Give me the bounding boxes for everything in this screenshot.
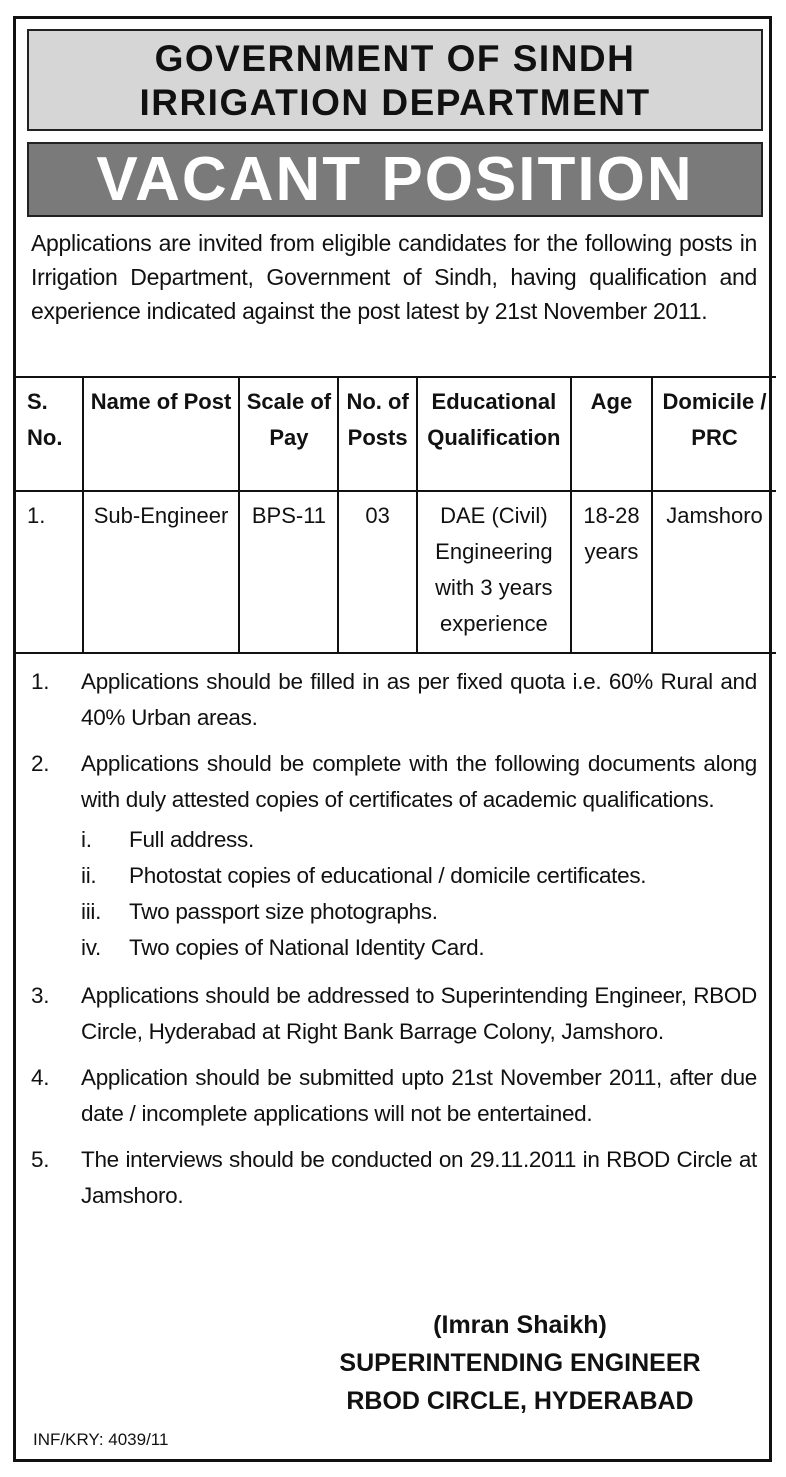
col-header-domicile: Domicile / PRC	[652, 377, 776, 491]
reference-number: INF/KRY: 4039/11	[33, 1430, 169, 1449]
header-box	[27, 29, 763, 131]
intro-paragraph: Applications are invited from eligible candidates for the following posts in Irrigation Department, Government of Sindh, having qualification and experience indicated against the post latest by 21st November 2011.	[31, 230, 757, 324]
list-item	[81, 930, 757, 966]
list-item	[81, 822, 757, 858]
list-item	[31, 664, 757, 736]
note-number: 5.	[31, 1147, 50, 1172]
signatory-name: (Imran Shaikh)	[433, 1311, 607, 1339]
cell-post: Sub-Engineer	[83, 491, 240, 653]
vacant-position-banner: VACANT POSITION	[27, 142, 763, 217]
doc-text: Photostat copies of educational / domicile certificates.	[129, 863, 647, 888]
signatory-title: SUPERINTENDING ENGINEER	[339, 1349, 701, 1377]
signature-block	[290, 1306, 750, 1420]
list-item	[31, 746, 757, 818]
list-item	[31, 1142, 757, 1214]
note-number: 3.	[31, 983, 50, 1008]
cell-scale: BPS-11	[239, 491, 338, 653]
cell-sno: 1.	[13, 491, 83, 653]
header-line-government: GOVERNMENT OF SINDH	[154, 38, 636, 79]
header-line-department: IRRIGATION DEPARTMENT	[139, 82, 651, 123]
doc-text: Two passport size photographs.	[129, 899, 438, 924]
note-number: 2.	[31, 751, 50, 776]
list-item	[81, 858, 757, 894]
instructions-list	[31, 664, 757, 1224]
list-item	[31, 978, 757, 1050]
col-header-scale: Scale of Pay	[239, 377, 338, 491]
col-header-post: Name of Post	[83, 377, 240, 491]
col-header-posts-count: No. of Posts	[338, 377, 416, 491]
note-text: Applications should be filled in as per fixed quota i.e. 60% Rural and 40% Urban areas.	[81, 669, 757, 730]
table-row	[13, 491, 776, 653]
doc-number: ii.	[81, 863, 97, 888]
doc-number: i.	[81, 827, 92, 852]
list-item	[81, 894, 757, 930]
col-header-qualification: Educational Qualification	[417, 377, 571, 491]
doc-text: Full address.	[129, 827, 254, 852]
note-number: 4.	[31, 1065, 50, 1090]
note-number: 1.	[31, 669, 50, 694]
signatory-office: RBOD CIRCLE, HYDERABAD	[346, 1387, 694, 1415]
cell-posts-count: 03	[338, 491, 416, 653]
note-text: Applications should be complete with the following documents along with duly attested copies of certificates of academic qualifications.	[81, 751, 757, 812]
col-header-sno: S. No.	[13, 377, 83, 491]
list-item	[31, 1060, 757, 1132]
note-text: Applications should be addressed to Superintending Engineer, RBOD Circle, Hyderabad at Right Bank Barrage Colony, Jamshoro.	[81, 983, 757, 1044]
documents-sublist	[81, 822, 757, 966]
cell-age: 18-28 years	[571, 491, 652, 653]
cell-domicile: Jamshoro	[652, 491, 776, 653]
doc-number: iii.	[81, 899, 102, 924]
col-header-age: Age	[571, 377, 652, 491]
note-text: The interviews should be conducted on 29.11.2011 in RBOD Circle at Jamshoro.	[81, 1147, 757, 1208]
cell-qualification: DAE (Civil) Engineering with 3 years experience	[417, 491, 571, 653]
note-text: Application should be submitted upto 21st November 2011, after due date / incomplete applications will not be entertained.	[81, 1065, 757, 1126]
doc-text: Two copies of National Identity Card.	[129, 935, 485, 960]
doc-number: iv.	[81, 935, 101, 960]
table-header-row	[13, 377, 776, 491]
vacancy-table	[13, 376, 776, 654]
